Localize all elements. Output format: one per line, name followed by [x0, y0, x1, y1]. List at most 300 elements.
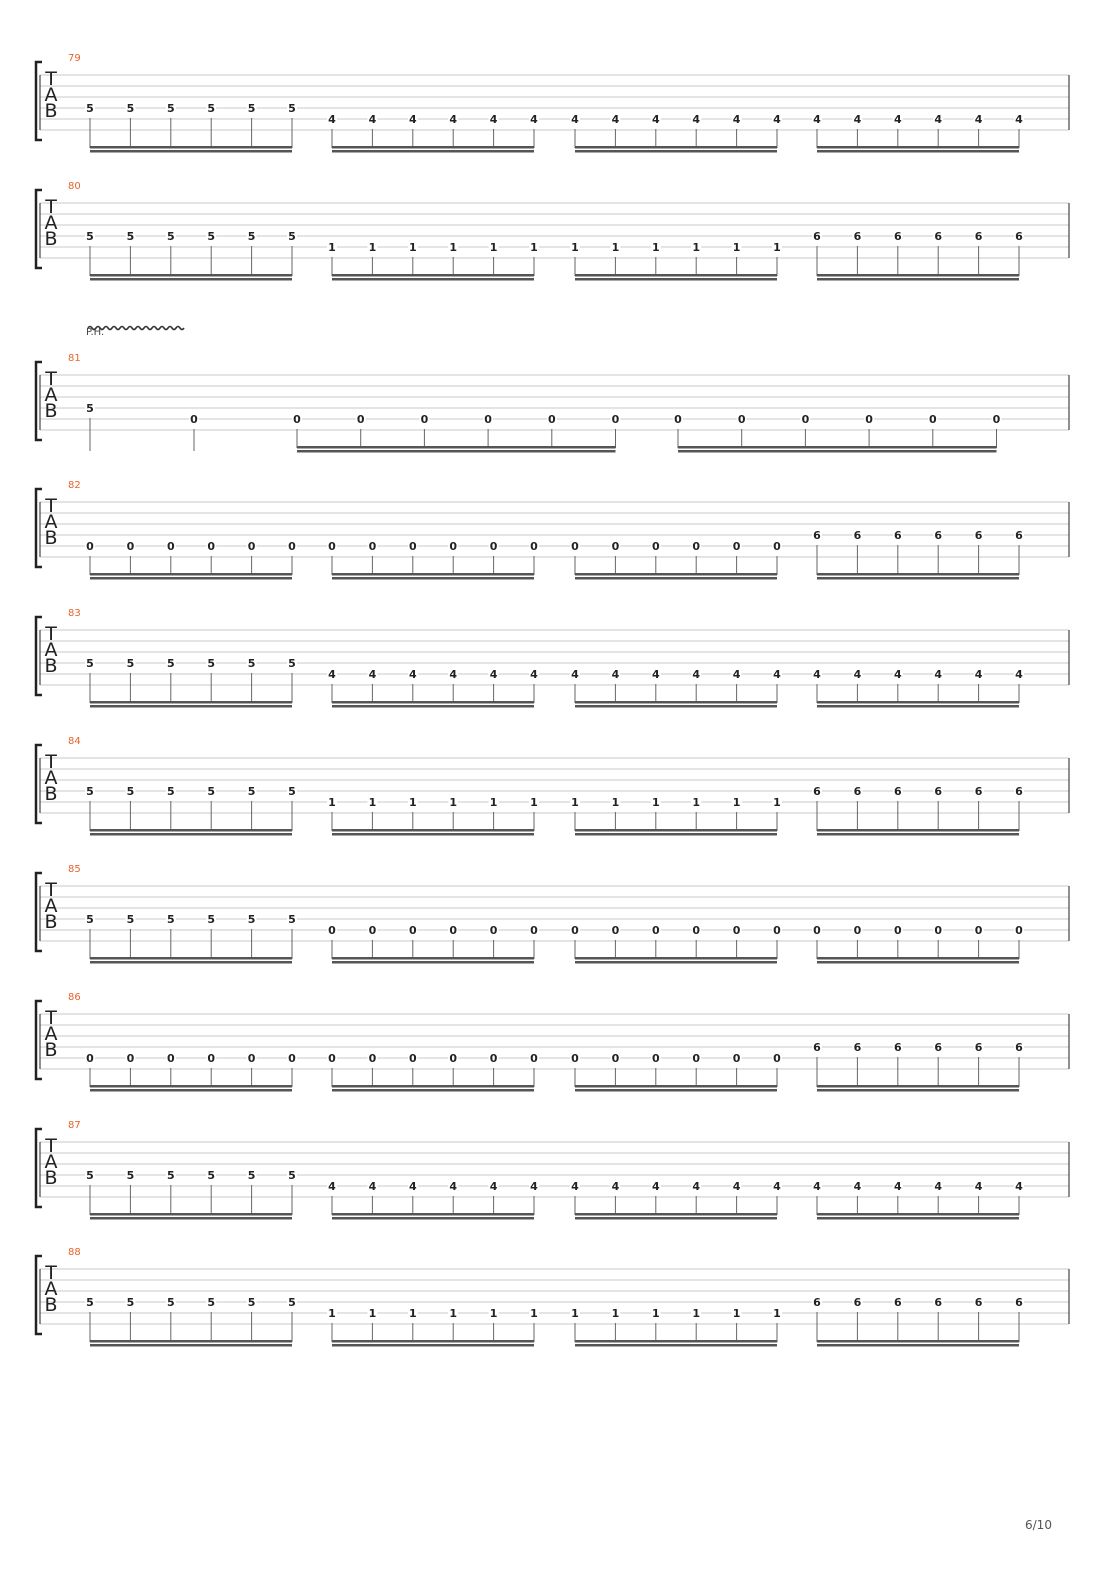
beam — [575, 705, 777, 708]
beam — [575, 1085, 777, 1088]
beam — [817, 1085, 1019, 1088]
fret-number: 0 — [651, 924, 660, 937]
system-bracket — [36, 1001, 42, 1079]
measure-number: 84 — [68, 736, 81, 747]
fret-number: 4 — [368, 668, 377, 681]
fret-number: 4 — [692, 668, 701, 681]
fret-number: 0 — [86, 540, 94, 553]
beam — [817, 829, 1019, 832]
fret-number: 6 — [813, 1041, 821, 1054]
tab-clef-letter: T — [45, 196, 57, 218]
system-bracket — [36, 62, 42, 140]
measure-number: 86 — [68, 992, 81, 1003]
fret-number: 4 — [571, 668, 579, 681]
fret-number: 5 — [247, 230, 256, 243]
beam — [332, 833, 534, 836]
beam — [332, 705, 534, 708]
fret-number: 1 — [611, 796, 620, 809]
fret-number: 0 — [773, 540, 781, 553]
fret-number: 1 — [530, 1307, 538, 1320]
fret-number: 4 — [934, 113, 943, 126]
tab-clef-letter: T — [45, 495, 57, 517]
fret-number: 5 — [86, 230, 94, 243]
fret-number: 4 — [571, 1180, 579, 1193]
fret-number: 1 — [408, 796, 417, 809]
fret-number: 5 — [126, 1296, 135, 1309]
beam — [90, 833, 292, 836]
fret-number: 1 — [449, 1307, 458, 1320]
fret-number: 4 — [974, 668, 983, 681]
fret-number: 4 — [449, 113, 458, 126]
tab-system — [36, 864, 1069, 964]
fret-number: 0 — [166, 540, 175, 553]
fret-number: 0 — [611, 540, 620, 553]
fret-number: 5 — [166, 102, 175, 115]
beam — [817, 961, 1019, 964]
fret-number: 0 — [853, 924, 862, 937]
tab-system — [36, 736, 1069, 836]
fret-number: 4 — [853, 113, 862, 126]
fret-number: 5 — [86, 1169, 94, 1182]
fret-number: 5 — [247, 1169, 256, 1182]
beam — [575, 274, 777, 277]
beam — [817, 146, 1019, 149]
fret-number: 0 — [611, 1052, 620, 1065]
fret-number: 6 — [813, 529, 821, 542]
fret-number: 1 — [368, 241, 377, 254]
tab-system — [36, 181, 1069, 281]
fret-number: 0 — [674, 413, 682, 426]
tab-clef-letter: B — [44, 100, 58, 122]
fret-number: 1 — [732, 1307, 741, 1320]
beam — [817, 705, 1019, 708]
fret-number: 6 — [853, 1296, 862, 1309]
fret-number: 0 — [773, 1052, 781, 1065]
fret-number: 1 — [773, 1307, 781, 1320]
system-bracket — [36, 489, 42, 567]
fret-number: 6 — [1015, 230, 1023, 243]
fret-number: 4 — [328, 113, 336, 126]
fret-number: 1 — [692, 241, 701, 254]
beam — [90, 573, 292, 576]
beam — [575, 146, 777, 149]
fret-number: 0 — [190, 413, 198, 426]
tab-system — [36, 327, 1069, 453]
fret-number: 0 — [207, 1052, 216, 1065]
beam — [575, 577, 777, 580]
beam — [817, 1217, 1019, 1220]
fret-number: 4 — [611, 113, 620, 126]
tab-clef-letter: T — [45, 368, 57, 390]
beam — [297, 450, 616, 453]
fret-number: 0 — [928, 413, 937, 426]
fret-number: 4 — [651, 113, 660, 126]
fret-number: 0 — [489, 540, 498, 553]
fret-number: 4 — [773, 1180, 781, 1193]
fret-number: 0 — [571, 1052, 579, 1065]
fret-number: 4 — [813, 1180, 821, 1193]
fret-number: 1 — [692, 796, 701, 809]
beam — [90, 150, 292, 153]
beam — [817, 278, 1019, 281]
beam — [332, 1085, 534, 1088]
fret-number: 4 — [489, 113, 498, 126]
fret-number: 6 — [893, 1296, 902, 1309]
fret-number: 6 — [853, 529, 862, 542]
fret-number: 6 — [974, 529, 983, 542]
fret-number: 5 — [86, 657, 94, 670]
fret-number: 4 — [328, 668, 336, 681]
fret-number: 5 — [207, 1169, 216, 1182]
fret-number: 0 — [732, 540, 741, 553]
fret-number: 4 — [408, 113, 417, 126]
fret-number: 4 — [611, 1180, 620, 1193]
fret-number: 0 — [611, 413, 620, 426]
system-bracket — [36, 1129, 42, 1207]
fret-number: 1 — [408, 241, 417, 254]
page-number: 6/10 — [1025, 1518, 1052, 1532]
beam — [817, 1089, 1019, 1092]
fret-number: 6 — [1015, 1296, 1023, 1309]
fret-number: 4 — [489, 1180, 498, 1193]
fret-number: 0 — [368, 1052, 377, 1065]
tab-system — [36, 1247, 1069, 1347]
tab-system — [36, 608, 1069, 708]
tab-clef-letter: B — [44, 1294, 58, 1316]
beam — [575, 1213, 777, 1216]
fret-number: 6 — [893, 529, 902, 542]
fret-number: 6 — [1015, 529, 1023, 542]
beam — [817, 1344, 1019, 1347]
fret-number: 0 — [530, 924, 538, 937]
fret-number: 5 — [166, 1296, 175, 1309]
beam — [817, 1340, 1019, 1343]
fret-number: 0 — [651, 1052, 660, 1065]
fret-number: 0 — [293, 413, 301, 426]
fret-number: 0 — [408, 540, 417, 553]
fret-number: 5 — [86, 402, 94, 415]
fret-number: 4 — [328, 1180, 336, 1193]
fret-number: 4 — [853, 1180, 862, 1193]
beam — [90, 1217, 292, 1220]
fret-number: 4 — [934, 668, 943, 681]
fret-number: 4 — [893, 113, 902, 126]
fret-number: 4 — [692, 113, 701, 126]
beam — [332, 829, 534, 832]
beam — [817, 1213, 1019, 1216]
fret-number: 1 — [773, 796, 781, 809]
fret-number: 4 — [974, 113, 983, 126]
fret-number: 1 — [489, 241, 498, 254]
fret-number: 5 — [86, 913, 94, 926]
fret-number: 6 — [813, 1296, 821, 1309]
tab-clef-letter: B — [44, 400, 58, 422]
fret-number: 1 — [489, 796, 498, 809]
beam — [575, 833, 777, 836]
fret-number: 6 — [813, 230, 821, 243]
fret-number: 0 — [1015, 924, 1023, 937]
fret-number: 0 — [692, 540, 701, 553]
tab-clef-letter: A — [44, 511, 58, 533]
fret-number: 4 — [813, 668, 821, 681]
fret-number: 0 — [974, 924, 983, 937]
fret-number: 6 — [813, 785, 821, 798]
fret-number: 6 — [934, 230, 943, 243]
fret-number: 0 — [449, 1052, 458, 1065]
fret-number: 5 — [86, 102, 94, 115]
fret-number: 0 — [126, 540, 135, 553]
fret-number: 4 — [368, 113, 377, 126]
fret-number: 0 — [408, 924, 417, 937]
measure-number: 87 — [68, 1120, 81, 1131]
system-bracket — [36, 873, 42, 951]
tab-clef-letter: B — [44, 655, 58, 677]
fret-number: 4 — [651, 1180, 660, 1193]
fret-number: 0 — [420, 413, 429, 426]
fret-number: 0 — [571, 924, 579, 937]
fret-number: 4 — [530, 668, 538, 681]
fret-number: 4 — [732, 113, 741, 126]
fret-number: 5 — [207, 913, 216, 926]
fret-number: 0 — [773, 924, 781, 937]
beam — [817, 577, 1019, 580]
system-bracket — [36, 745, 42, 823]
fret-number: 4 — [530, 1180, 538, 1193]
fret-number: 0 — [992, 413, 1001, 426]
tab-clef-letter: B — [44, 1167, 58, 1189]
beam — [332, 274, 534, 277]
fret-number: 5 — [126, 657, 135, 670]
beam — [575, 957, 777, 960]
tab-clef-letter: T — [45, 1007, 57, 1029]
beam — [575, 829, 777, 832]
measure-number: 83 — [68, 608, 81, 619]
beam — [332, 278, 534, 281]
fret-number: 4 — [893, 1180, 902, 1193]
fret-number: 0 — [893, 924, 902, 937]
measure-number: 85 — [68, 864, 81, 875]
fret-number: 6 — [974, 1041, 983, 1054]
beam — [332, 957, 534, 960]
fret-number: 6 — [853, 230, 862, 243]
beam — [817, 833, 1019, 836]
fret-number: 4 — [773, 113, 781, 126]
fret-number: 1 — [651, 1307, 660, 1320]
fret-number: 4 — [611, 668, 620, 681]
fret-number: 0 — [865, 413, 873, 426]
fret-number: 0 — [247, 1052, 256, 1065]
beam — [90, 1089, 292, 1092]
fret-number: 1 — [449, 241, 458, 254]
beam — [90, 1344, 292, 1347]
tab-system — [36, 992, 1069, 1092]
fret-number: 4 — [692, 1180, 701, 1193]
fret-number: 0 — [368, 540, 377, 553]
beam — [817, 701, 1019, 704]
beam — [332, 577, 534, 580]
fret-number: 5 — [166, 1169, 175, 1182]
fret-number: 1 — [692, 1307, 701, 1320]
tab-system — [36, 480, 1069, 580]
fret-number: 4 — [530, 113, 538, 126]
fret-number: 0 — [328, 540, 336, 553]
beam — [332, 1089, 534, 1092]
fret-number: 5 — [166, 657, 175, 670]
fret-number: 5 — [247, 785, 256, 798]
beam — [332, 701, 534, 704]
fret-number: 6 — [934, 529, 943, 542]
beam — [678, 450, 997, 453]
fret-number: 0 — [247, 540, 256, 553]
fret-number: 4 — [571, 113, 579, 126]
tab-clef-letter: A — [44, 1151, 58, 1173]
beam — [575, 573, 777, 576]
fret-number: 4 — [934, 1180, 943, 1193]
fret-number: 5 — [207, 102, 216, 115]
tab-system — [36, 53, 1069, 153]
tab-clef-letter: A — [44, 639, 58, 661]
fret-number: 1 — [773, 241, 781, 254]
beam — [90, 1085, 292, 1088]
fret-number: 0 — [651, 540, 660, 553]
fret-number: 1 — [449, 796, 458, 809]
fret-number: 4 — [1015, 668, 1023, 681]
fret-number: 4 — [408, 668, 417, 681]
fret-number: 6 — [853, 785, 862, 798]
fret-number: 0 — [126, 1052, 135, 1065]
beam — [90, 278, 292, 281]
fret-number: 0 — [732, 1052, 741, 1065]
beam — [297, 446, 616, 449]
fret-number: 0 — [692, 924, 701, 937]
fret-number: 0 — [328, 1052, 336, 1065]
beam — [678, 446, 997, 449]
fret-number: 1 — [571, 796, 579, 809]
beam — [575, 1217, 777, 1220]
palm-harmonic-label: P.H. — [86, 327, 105, 338]
tab-clef-letter: A — [44, 895, 58, 917]
beam — [575, 150, 777, 153]
fret-number: 4 — [368, 1180, 377, 1193]
tab-clef-letter: T — [45, 1135, 57, 1157]
fret-number: 5 — [288, 785, 296, 798]
fret-number: 6 — [974, 1296, 983, 1309]
fret-number: 4 — [408, 1180, 417, 1193]
fret-number: 0 — [611, 924, 620, 937]
fret-number: 0 — [207, 540, 216, 553]
fret-number: 1 — [530, 241, 538, 254]
fret-number: 5 — [126, 102, 135, 115]
tab-clef-letter: A — [44, 84, 58, 106]
fret-number: 5 — [166, 230, 175, 243]
beam — [332, 1344, 534, 1347]
fret-number: 0 — [732, 924, 741, 937]
beam — [90, 701, 292, 704]
fret-number: 5 — [288, 102, 296, 115]
fret-number: 0 — [530, 540, 538, 553]
fret-number: 1 — [732, 241, 741, 254]
fret-number: 5 — [288, 913, 296, 926]
fret-number: 0 — [449, 540, 458, 553]
fret-number: 0 — [449, 924, 458, 937]
tab-clef-letter: B — [44, 228, 58, 250]
beam — [90, 146, 292, 149]
measure-number: 80 — [68, 181, 81, 192]
fret-number: 6 — [1015, 1041, 1023, 1054]
measure-number: 81 — [68, 353, 81, 364]
tab-clef-letter: A — [44, 384, 58, 406]
fret-number: 4 — [853, 668, 862, 681]
beam — [332, 146, 534, 149]
tab-clef-letter: T — [45, 1262, 57, 1284]
beam — [90, 961, 292, 964]
tab-clef-letter: A — [44, 1278, 58, 1300]
fret-number: 1 — [571, 241, 579, 254]
fret-number: 5 — [126, 913, 135, 926]
fret-number: 5 — [166, 913, 175, 926]
beam — [575, 1344, 777, 1347]
system-bracket — [36, 1256, 42, 1334]
tab-system — [36, 1120, 1069, 1220]
fret-number: 0 — [328, 924, 336, 937]
beam — [332, 961, 534, 964]
fret-number: 0 — [571, 540, 579, 553]
beam — [817, 573, 1019, 576]
fret-number: 4 — [813, 113, 821, 126]
fret-number: 6 — [893, 785, 902, 798]
beam — [575, 1340, 777, 1343]
fret-number: 1 — [530, 796, 538, 809]
fret-number: 5 — [247, 913, 256, 926]
fret-number: 0 — [934, 924, 943, 937]
system-bracket — [36, 362, 42, 440]
fret-number: 0 — [489, 924, 498, 937]
beam — [332, 150, 534, 153]
tab-clef-letter: A — [44, 1023, 58, 1045]
fret-number: 6 — [934, 1041, 943, 1054]
fret-number: 4 — [974, 1180, 983, 1193]
fret-number: 6 — [893, 230, 902, 243]
fret-number: 5 — [288, 1296, 296, 1309]
tab-clef-letter: T — [45, 751, 57, 773]
tab-clef-letter: B — [44, 783, 58, 805]
fret-number: 5 — [86, 785, 94, 798]
fret-number: 1 — [611, 241, 620, 254]
beam — [332, 1340, 534, 1343]
fret-number: 0 — [692, 1052, 701, 1065]
system-bracket — [36, 190, 42, 268]
fret-number: 1 — [611, 1307, 620, 1320]
fret-number: 0 — [813, 924, 821, 937]
tab-clef-letter: A — [44, 212, 58, 234]
tab-clef-letter: T — [45, 68, 57, 90]
fret-number: 4 — [489, 668, 498, 681]
beam — [575, 278, 777, 281]
beam — [575, 961, 777, 964]
fret-number: 4 — [1015, 113, 1023, 126]
fret-number: 1 — [368, 796, 377, 809]
fret-number: 5 — [247, 102, 256, 115]
fret-number: 4 — [732, 668, 741, 681]
fret-number: 6 — [934, 785, 943, 798]
fret-number: 0 — [408, 1052, 417, 1065]
fret-number: 6 — [1015, 785, 1023, 798]
fret-number: 6 — [974, 785, 983, 798]
fret-number: 1 — [328, 796, 336, 809]
beam — [817, 957, 1019, 960]
fret-number: 5 — [247, 657, 256, 670]
system-bracket — [36, 617, 42, 695]
